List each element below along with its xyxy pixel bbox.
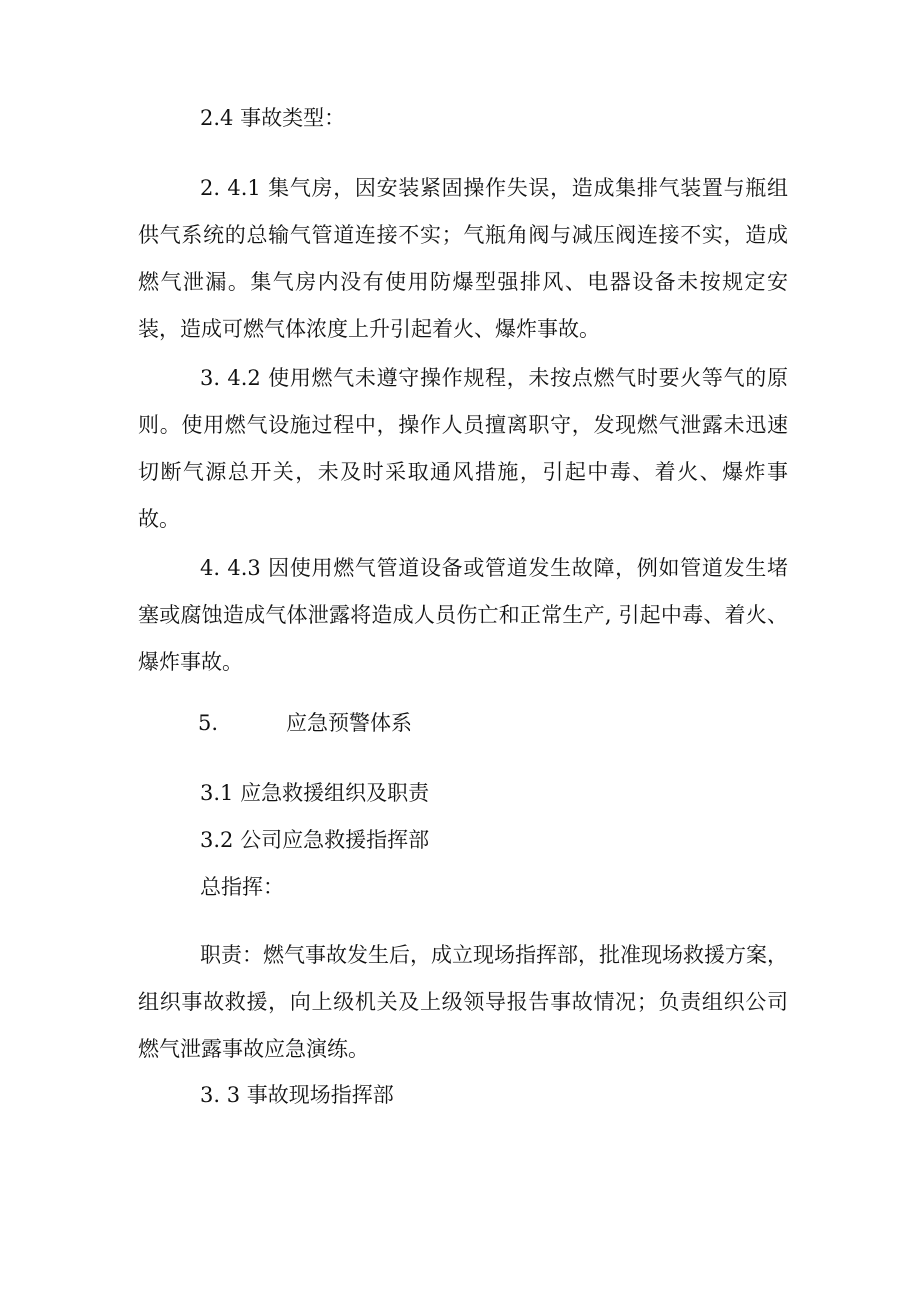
paragraph-gas-room: 2. 4.1 集气房，因安装紧固操作失误，造成集排气装置与瓶组供气系统的总输气管道连接不实；气瓶角阀与减压阀连接不实，造成燃气泄漏。集气房内没有使用防爆型强排风、电器设备未按规定安装，造成可燃气体浓度上升引起着火、爆炸事故。: [138, 176, 788, 341]
item-rescue-organization: 3.1 应急救援组织及职责: [200, 781, 430, 805]
section-title-text: 应急预警体系: [286, 711, 412, 735]
item-rescue-headquarters: 3.2 公司应急救援指挥部: [200, 828, 430, 852]
paragraph-duties: 职责：燃气事故发生后，成立现场指挥部，批准现场救援方案，组织事故救援，向上级机关及上级领导报告事故情况；负责组织公司燃气泄露事故应急演练。: [138, 943, 788, 1061]
paragraph-operating-rules: 3. 4.2 使用燃气未遵守操作规程，未按点燃气时要火等气的原则。使用燃气设施过程中，操作人员擅离职守，发现燃气泄露未迅速切断气源总开关，未及时采取通风措施，引起中毒、着火、爆炸事故。: [138, 366, 788, 531]
label-commander: 总指挥：: [200, 875, 284, 899]
section-title-warning-system: [198, 700, 412, 747]
item-site-command: 3. 3 事故现场指挥部: [200, 1083, 394, 1107]
section-number: 5.: [198, 711, 219, 735]
paragraph-pipe-failure: 4. 4.3 因使用燃气管道设备或管道发生故障，例如管道发生堵塞或腐蚀造成气体泄露将造成人员伤亡和正常生产, 引起中毒、着火、爆炸事故。: [138, 556, 788, 674]
heading-accident-types: 2.4 事故类型：: [200, 106, 346, 130]
